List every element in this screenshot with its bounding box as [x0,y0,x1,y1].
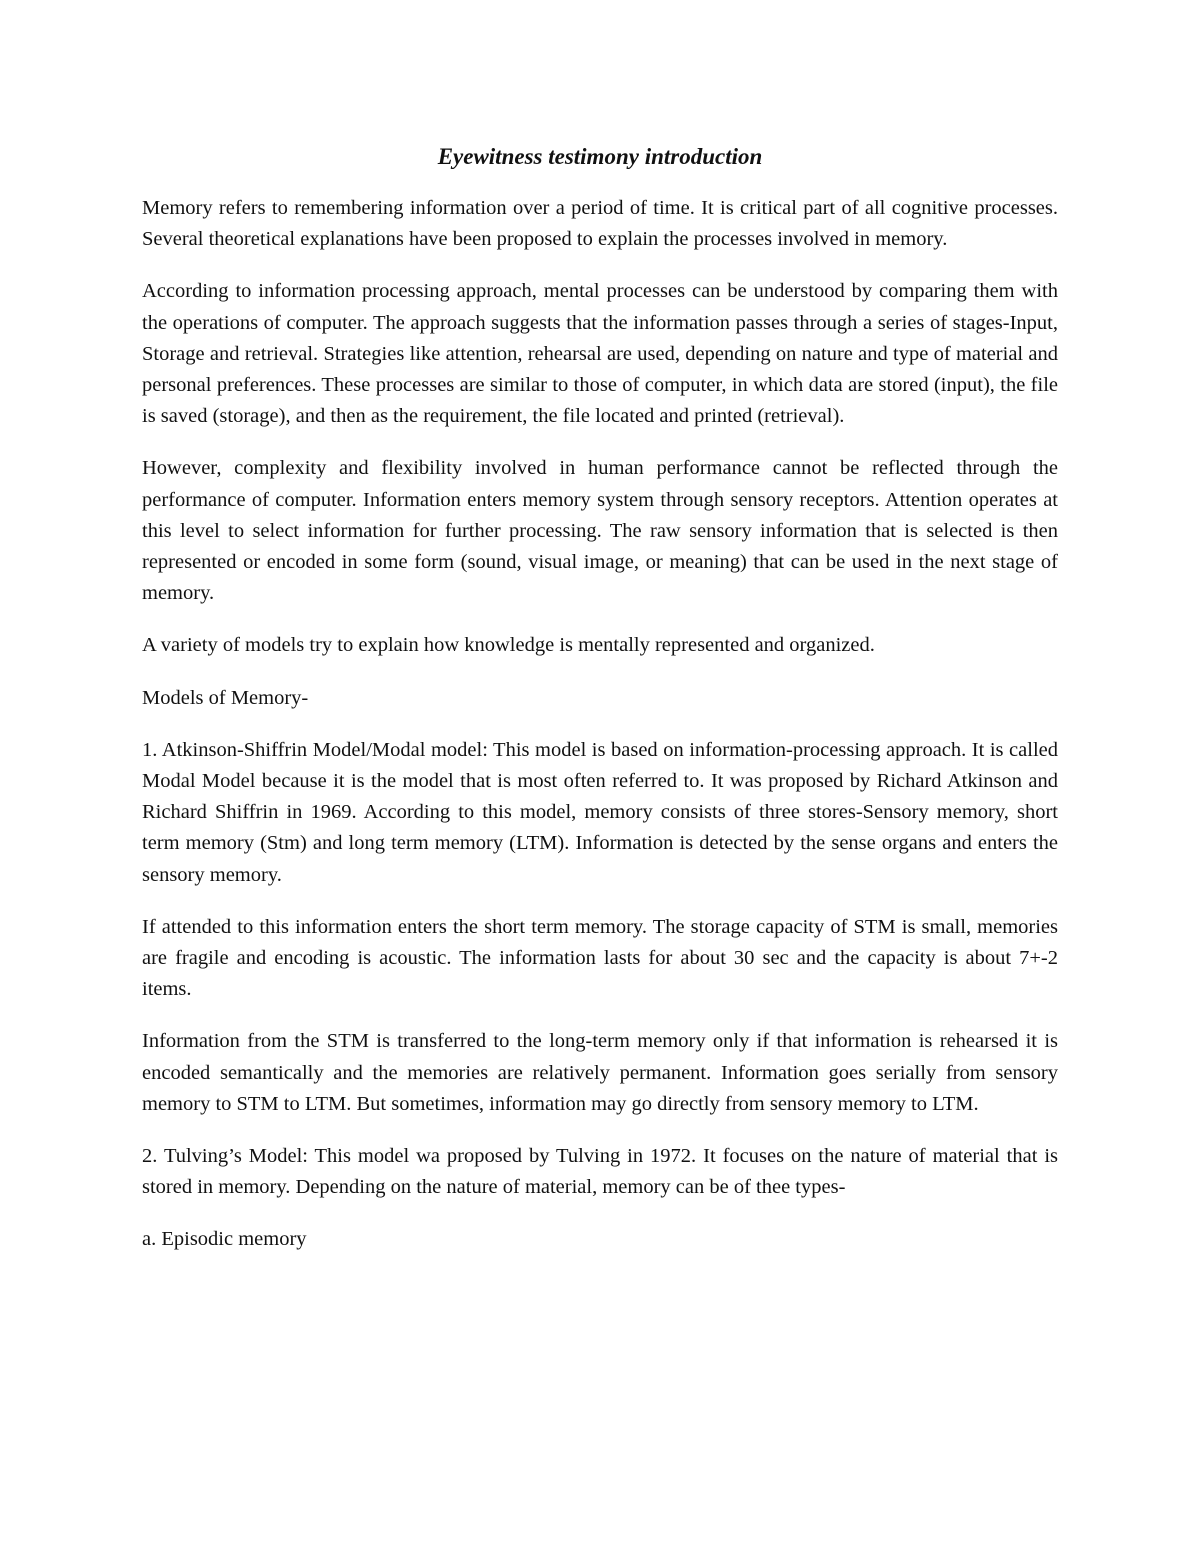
paragraph-models-heading: Models of Memory- [142,686,309,709]
paragraph-information-processing: According to information processing approach, mental processes can be understood by comparing them with the operations of computer. The approach suggests that the information passes through a series of stages-Input, Storage and retrieval. Strategies like attention, rehearsal are used, depending on nature and type of material and personal preferences. These processes are similar to those of computer, in which data are stored (input), the file is saved (storage), and then as the requirement, the file located and printed (retrieval). [142,280,1058,428]
paragraph-models-intro: A variety of models try to explain how knowledge is mentally represented and organized. [142,634,875,657]
paragraph-episodic-memory: a. Episodic memory [142,1228,307,1251]
paragraph-complexity: However, complexity and flexibility involved in human performance cannot be reflected through the performance of computer. Information enters memory system through sensory receptors. Attention operates at this level to select information for further processing. The raw sensory information that is selected is then represented or encoded in some form (sound, visual image, or meaning) that can be used in the next stage of memory. [142,457,1058,605]
paragraph-memory-definition: Memory refers to remembering information over a period of time. It is critical part of all cognitive processes. Several theoretical explanations have been proposed to explain the processes involved in memory. [142,197,1058,251]
paragraph-atkinson-shiffrin: 1. Atkinson-Shiffrin Model/Modal model: This model is based on information-processing approach. It is called Modal Model because it is the model that is most often referred to. It was proposed by Richard Atkinson and Richard Shiffrin in 1969. According to this model, memory consists of three stores-Sensory memory, short term memory (Stm) and long term memory (LTM). Information is detected by the sense organs and enters the sensory memory. [142,738,1058,886]
paragraph-long-term-memory: Information from the STM is transferred to the long-term memory only if that information is rehearsed it is encoded semantically and the memories are relatively permanent. Information goes serially from sensory memory to STM to LTM. But sometimes, information may go directly from sensory memory to LTM. [142,1030,1058,1115]
paragraph-short-term-memory: If attended to this information enters the short term memory. The storage capacity of STM is small, memories are fragile and encoding is acoustic. The information lasts for about 30 sec and the capacity is about 7+-2 items. [142,915,1058,1001]
document-title: Eyewitness testimony introduction [437,144,763,169]
document-body [142,140,1058,1277]
paragraph-tulving-model: 2. Tulving’s Model: This model wa proposed by Tulving in 1972. It focuses on the nature of material that is stored in memory. Depending on the nature of material, memory can be of thee types- [142,1145,1058,1199]
